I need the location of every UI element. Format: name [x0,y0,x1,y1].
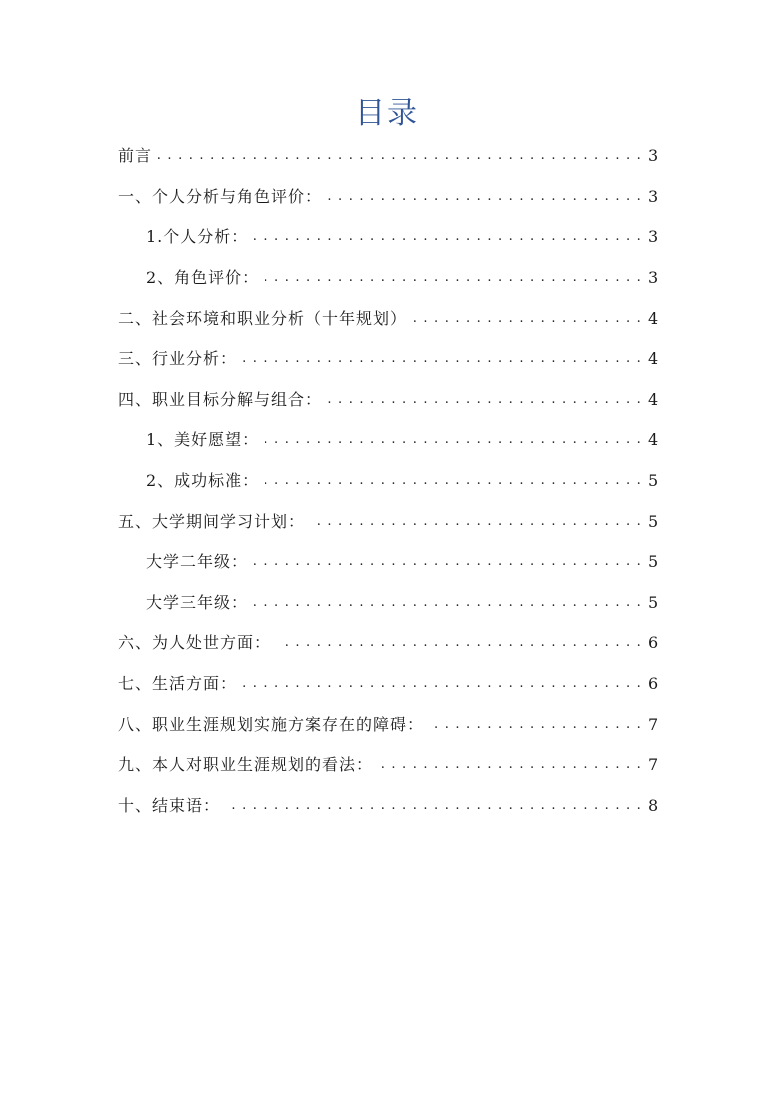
toc-dot-leader [243,674,642,694]
toc-page-number: 4 [648,430,659,450]
toc-entry-text: 八、职业生涯规划实施方案存在的障碍： [118,714,425,734]
toc-dot-leader [226,796,642,816]
toc-page-number: 4 [648,349,659,369]
toc-dot-leader [243,349,642,369]
toc-entry[interactable] [118,664,658,705]
toc-page-number: 3 [648,146,659,166]
toc-entry-text: 2、成功标准： [146,471,260,491]
toc-dot-leader [430,715,642,735]
toc-dot-leader [158,146,642,166]
toc-dot-leader [379,755,642,775]
toc-page-number: 5 [648,592,659,612]
toc-page-number: 7 [648,714,659,734]
toc-entry-text: 七、生活方面： [118,674,238,694]
toc-entry[interactable] [118,745,658,786]
toc-dot-leader [254,227,642,247]
toc-entry[interactable] [118,461,658,502]
toc-page-number: 3 [648,268,659,288]
toc-entry[interactable] [118,258,658,299]
toc-dot-leader [254,552,642,572]
toc-entry-text: 2、角色评价： [146,268,260,288]
toc-page-number: 5 [648,552,659,572]
toc-entry-text: 九、本人对职业生涯规划的看法： [118,755,374,775]
toc-entry-text: 十、结束语： [118,795,221,815]
toc-entry[interactable] [118,542,658,583]
toc-entry-text: 大学二年级： [146,552,249,572]
toc-page-number: 8 [648,795,659,815]
toc-dot-leader [265,268,642,288]
toc-dot-leader [328,390,642,410]
toc-entry[interactable] [118,623,658,664]
toc-entry[interactable] [118,136,658,177]
toc-entry-text: 六、为人处世方面： [118,633,272,653]
toc-page-number: 6 [648,633,659,653]
toc-entry-text: 三、行业分析： [118,349,238,369]
toc-entry-text: 1.个人分析： [146,227,249,247]
toc-page-number: 3 [648,186,659,206]
toc-entry-text: 五、大学期间学习计划： [118,511,306,531]
toc-list [118,136,658,826]
toc-page-number: 3 [648,227,659,247]
toc-entry-text: 四、职业目标分解与组合： [118,389,323,409]
toc-entry[interactable] [118,217,658,258]
toc-dot-leader [413,309,642,329]
toc-dot-leader [311,512,642,532]
toc-entry-text: 前言 [118,146,153,166]
toc-entry-text: 一、个人分析与角色评价： [118,186,323,206]
toc-entry-text: 二、社会环境和职业分析（十年规划） [118,308,408,328]
toc-dot-leader [254,593,642,613]
toc-page-number: 4 [648,389,659,409]
toc-entry[interactable] [118,339,658,380]
toc-entry[interactable] [118,704,658,745]
toc-page-number: 5 [648,471,659,491]
toc-page-number: 6 [648,674,659,694]
toc-entry[interactable] [118,177,658,218]
toc-page-number: 5 [648,511,659,531]
toc-page-number: 4 [648,308,659,328]
toc-dot-leader [265,430,642,450]
toc-entry[interactable] [118,501,658,542]
toc-entry[interactable] [118,583,658,624]
toc-entry[interactable] [118,786,658,827]
toc-dot-leader [265,471,642,491]
toc-title: 目录 [355,96,419,131]
toc-entry[interactable] [118,420,658,461]
toc-dot-leader [277,633,642,653]
toc-page-number: 7 [648,755,659,775]
toc-entry-text: 1、美好愿望： [146,430,260,450]
toc-dot-leader [328,187,642,207]
toc-entry[interactable] [118,380,658,421]
toc-entry-text: 大学三年级： [146,592,249,612]
toc-entry[interactable] [118,298,658,339]
